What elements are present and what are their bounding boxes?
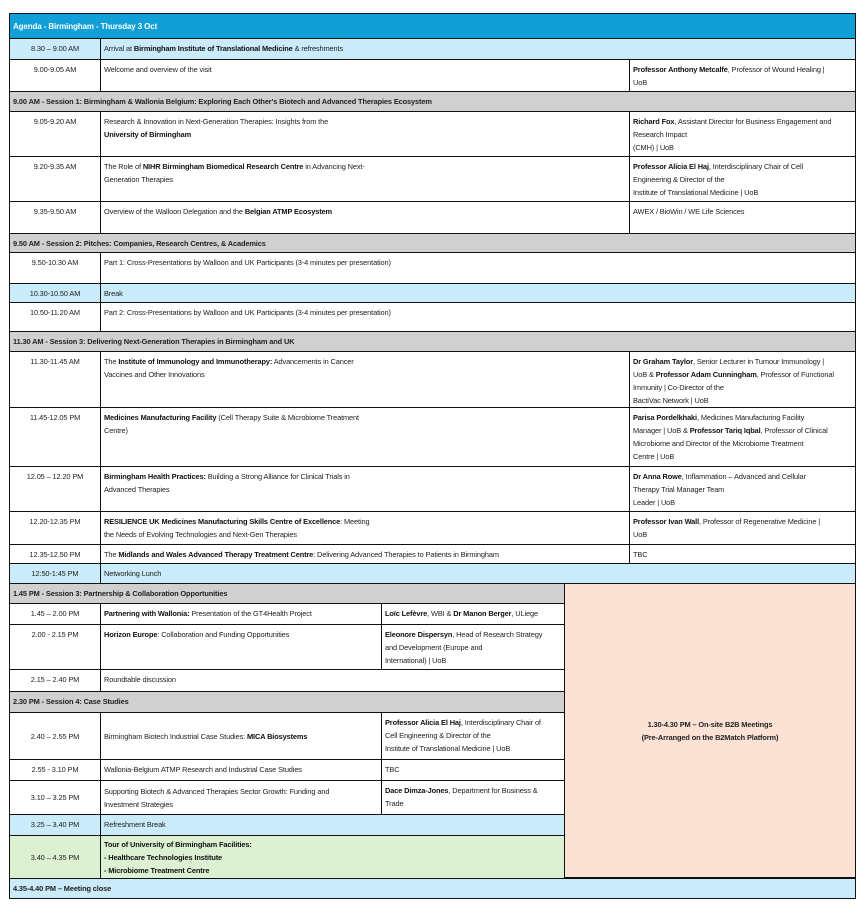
- time-cell: 2.55 - 3.10 PM: [9, 759, 101, 781]
- text: (Cell Therapy Suite & Microbiome Treatment Centre): [104, 413, 359, 435]
- time-cell: 3.40 – 4.35 PM: [9, 835, 101, 879]
- description-text: [104, 160, 626, 186]
- bold-text: Horizon Europe: [104, 630, 158, 639]
- text: Roundtable discussion: [104, 675, 176, 684]
- speaker-text: [633, 470, 852, 509]
- speaker-cell: [629, 156, 856, 202]
- text: The Role of: [104, 162, 143, 171]
- text: , Professor of Wound Healing | UoB: [633, 65, 825, 87]
- description-text: [104, 287, 852, 300]
- bold-text: Professor Alicia El Haj: [633, 162, 709, 171]
- time-cell: 12.05 – 12.20 PM: [9, 466, 101, 512]
- bold-text: Birmingham Health Practices:: [104, 472, 206, 481]
- bold-text: University of Birmingham: [104, 130, 192, 139]
- time-cell: 9.35-9.50 AM: [9, 201, 101, 234]
- bold-text: Medicines Manufacturing Facility: [104, 413, 217, 422]
- speaker-cell: [629, 351, 856, 408]
- session-description: [100, 814, 565, 836]
- b2b-platform: (Pre-Arranged on the B2Match Platform): [641, 732, 779, 742]
- time-cell: 12.35-12.50 PM: [9, 544, 101, 564]
- description-text: [104, 628, 378, 641]
- speaker-cell: [381, 624, 565, 670]
- text: : Collaboration and Funding Opportunities: [157, 630, 290, 639]
- session-description: [100, 201, 630, 234]
- description-text: [104, 785, 378, 811]
- description-text: [104, 115, 626, 141]
- bold-text: Richard Fox: [633, 117, 675, 126]
- text: The: [104, 550, 119, 559]
- text: Supporting Biotech & Advanced Therapies Sector Growth: Funding and Investment Strategies: [104, 786, 330, 809]
- speaker-text: [633, 411, 852, 463]
- bold-text: Professor Alicia El Haj: [385, 718, 461, 727]
- description-text: [104, 63, 626, 76]
- text: Overview of the Walloon Delegation and the: [104, 207, 245, 216]
- bold-text: Loïc Lefèvre: [385, 609, 428, 618]
- text: TBC: [633, 550, 648, 559]
- text: Welcome and overview of the visit: [104, 65, 212, 74]
- description-text: [104, 256, 852, 269]
- description-text: [104, 730, 378, 743]
- text: Part 1: Cross-Presentations by Walloon and UK Participants (3-4 minutes per presentation): [104, 258, 391, 267]
- speaker-text: [633, 63, 852, 89]
- session-header: 9.50 AM - Session 2: Pitches: Companies, Research Centres, & Academics: [9, 233, 856, 253]
- description-text: [104, 607, 378, 620]
- text: Birmingham Biotech Industrial Case Studies:: [104, 731, 248, 741]
- text: AWEX / BioWin / WE Life Sciences: [633, 207, 745, 216]
- session-description: [100, 712, 382, 760]
- text: Advancements in Cancer Vaccines and Other Innovations: [104, 357, 354, 379]
- session-description: [100, 544, 630, 564]
- session-description: [100, 511, 630, 545]
- speaker-text: [385, 628, 561, 667]
- time-cell: 11.45-12.05 PM: [9, 407, 101, 467]
- bold-text: Tour of University of Birmingham Facilities: - Healthcare Technologies Institute - Microbiome Treatment Centre: [104, 839, 252, 875]
- speaker-cell: [629, 201, 856, 234]
- bold-text: NIHR Birmingham Biomedical Research Centre: [142, 162, 304, 171]
- session-description: [100, 111, 630, 157]
- meeting-close-row: 4.35-4.40 PM – Meeting close: [9, 878, 856, 899]
- time-cell: 2.15 – 2.40 PM: [9, 669, 101, 692]
- speaker-text: [385, 607, 561, 620]
- time-cell: 10.50-11.20 AM: [9, 302, 101, 332]
- bold-text: RESILIENCE UK Medicines Manufacturing Skills Centre of Excellence: [104, 517, 341, 526]
- bold-text: Eleonore Dispersyn: [385, 630, 453, 639]
- text: , Department for Business & Trade: [385, 786, 538, 808]
- text: Building a Strong Alliance for Clinical Trials in Advanced Therapies: [104, 472, 350, 494]
- speaker-text: [385, 784, 561, 810]
- session-header: 1.45 PM - Session 3: Partnership & Collaboration Opportunities: [9, 583, 565, 604]
- bold-text: Professor Ivan Wall: [633, 517, 700, 526]
- agenda-title: Agenda - Birmingham - Thursday 3 Oct: [9, 13, 856, 39]
- session-description: [100, 624, 382, 670]
- description-text: [104, 818, 561, 831]
- speaker-text: [633, 355, 852, 407]
- bold-text: MICA Biosystems: [247, 731, 308, 741]
- text: Break: [104, 289, 123, 298]
- description-text: [104, 548, 626, 561]
- speaker-text: [385, 763, 561, 776]
- text: : Delivering Advanced Therapies to Patients in Birmingham: [313, 550, 499, 559]
- bold-text: Dr Graham Taylor: [633, 357, 693, 366]
- description-text: [104, 355, 626, 381]
- speaker-text: [633, 115, 852, 154]
- description-text: [104, 838, 561, 877]
- session-description: [100, 38, 856, 60]
- text: , Assistant Director for Business Engagement and Research Impact (CMH) | UoB: [633, 117, 832, 152]
- time-cell: 9.05-9.20 AM: [9, 111, 101, 157]
- session-description: [100, 156, 630, 202]
- speaker-text: [385, 716, 561, 755]
- session-description: [100, 302, 856, 332]
- speaker-cell: [381, 780, 565, 815]
- text: Research & Innovation in Next-Generation Therapies: Insights from the: [104, 117, 329, 126]
- time-cell: 9.00-9.05 AM: [9, 59, 101, 92]
- time-cell: 8.30 – 9.00 AM: [9, 38, 101, 60]
- time-cell: 2.40 – 2.55 PM: [9, 712, 101, 760]
- time-cell: 9.20-9.35 AM: [9, 156, 101, 202]
- session-description: [100, 59, 630, 92]
- text: Refreshment Break: [104, 820, 166, 829]
- description-text: [104, 205, 626, 218]
- text: , Inflammation – Advanced and Cellular Therapy Trial Manager Team Leader | UoB: [633, 472, 806, 507]
- text: Networking Lunch: [104, 569, 162, 578]
- text: , ULiege: [511, 609, 538, 618]
- description-text: [104, 470, 626, 496]
- bold-text: Dr Manon Berger: [453, 609, 512, 618]
- text: Part 2: Cross-Presentations by Walloon and UK Participants (3-4 minutes per presentation): [104, 308, 391, 317]
- text: , Professor of Functional Immunity | Co-Director of the BactiVac Network | UoB: [633, 370, 834, 405]
- text: , Senior Lecturer in Tumour Immunology | UoB &: [633, 357, 825, 379]
- text: & refreshments: [292, 44, 344, 53]
- session-description: [100, 759, 382, 781]
- speaker-text: [633, 515, 852, 541]
- speaker-cell: [381, 603, 565, 625]
- time-cell: 12.20-12.35 PM: [9, 511, 101, 545]
- speaker-text: [633, 205, 852, 218]
- session-description: [100, 283, 856, 303]
- session-description: [100, 835, 565, 879]
- bold-text: Dr Anna Rowe: [633, 472, 682, 481]
- speaker-cell: [629, 407, 856, 467]
- session-description: [100, 780, 382, 815]
- description-text: [104, 763, 378, 776]
- text: , Professor of Regenerative Medicine | UoB: [633, 517, 821, 539]
- speaker-cell: [629, 544, 856, 564]
- speaker-cell: [629, 59, 856, 92]
- text: in Advancing Next- Generation Therapies: [104, 162, 365, 184]
- text: , Medicines Manufacturing Facility Manager | UoB &: [633, 413, 805, 435]
- text: , Head of Research Strategy and Development (Europe and International) | UoB: [385, 630, 543, 665]
- speaker-text: [633, 548, 852, 561]
- bold-text: Dace Dimza-Jones: [385, 786, 449, 795]
- text: : Meeting the Needs of Evolving Technologies and Next-Gen Therapies: [104, 517, 370, 539]
- session-header: 9.00 AM - Session 1: Birmingham & Wallonia Belgium: Exploring Each Other's Biotech and Advanced Therapies Ecosystem: [9, 91, 856, 112]
- bold-text: Partnering with Wallonia:: [104, 609, 190, 618]
- description-text: [104, 673, 561, 686]
- description-text: [104, 411, 626, 437]
- description-text: [104, 515, 626, 541]
- text: , Interdisciplinary Chair of Cell Engineering & Director of the Institute of Translational Medicine | UoB: [385, 718, 541, 753]
- text: , Professor of Clinical Microbiome and Director of the Microbiome Treatment Centre | UoB: [633, 426, 828, 461]
- time-cell: 2.00 - 2.15 PM: [9, 624, 101, 670]
- session-header: 2.30 PM - Session 4: Case Studies: [9, 691, 565, 713]
- text: TBC: [385, 765, 400, 774]
- session-description: [100, 563, 856, 584]
- speaker-cell: [381, 759, 565, 781]
- bold-text: Parisa Pordelkhaki: [633, 413, 697, 422]
- bold-text: Professor Adam Cunningham: [655, 370, 757, 379]
- time-cell: 12:50-1:45 PM: [9, 563, 101, 584]
- text: , Interdisciplinary Chair of Cell Engineering & Director of the Institute of Translational Medicine | UoB: [633, 162, 804, 197]
- text: Wallonia-Belgium ATMP Research and Industrial Case Studies: [104, 765, 302, 774]
- b2b-meetings-block: [564, 583, 856, 878]
- time-cell: 1.45 – 2.00 PM: [9, 603, 101, 625]
- bold-text: Professor Anthony Metcalfe: [633, 65, 728, 74]
- text: Arrival at: [104, 44, 134, 53]
- text: , WBI &: [427, 609, 454, 618]
- bold-text: Institute of Immunology and Immunotherapy:: [118, 357, 273, 366]
- bold-text: Midlands and Wales Advanced Therapy Treatment Centre: [118, 550, 314, 559]
- bold-text: Birmingham Institute of Translational Medicine: [133, 44, 293, 53]
- text: Presentation of the GT4Health Project: [189, 609, 312, 618]
- time-cell: 9.50-10.30 AM: [9, 252, 101, 284]
- session-description: [100, 669, 565, 692]
- speaker-cell: [629, 466, 856, 512]
- session-description: [100, 351, 630, 408]
- description-text: [104, 42, 852, 55]
- bold-text: Professor Tariq Iqbal: [689, 426, 761, 435]
- speaker-cell: [381, 712, 565, 760]
- session-description: [100, 407, 630, 467]
- session-description: [100, 603, 382, 625]
- time-cell: 3.25 – 3.40 PM: [9, 814, 101, 836]
- b2b-time: 1.30-4.30 PM – On-site B2B Meetings: [647, 719, 773, 729]
- bold-text: Belgian ATMP Ecosystem: [244, 207, 332, 216]
- speaker-cell: [629, 111, 856, 157]
- time-cell: 11.30-11.45 AM: [9, 351, 101, 408]
- description-text: [104, 306, 852, 319]
- session-description: [100, 466, 630, 512]
- text: The: [104, 357, 119, 366]
- time-cell: 10.30-10.50 AM: [9, 283, 101, 303]
- speaker-cell: [629, 511, 856, 545]
- description-text: [104, 567, 852, 580]
- session-header: 11.30 AM - Session 3: Delivering Next-Generation Therapies in Birmingham and UK: [9, 331, 856, 352]
- session-description: [100, 252, 856, 284]
- speaker-text: [633, 160, 852, 199]
- time-cell: 3.10 – 3.25 PM: [9, 780, 101, 815]
